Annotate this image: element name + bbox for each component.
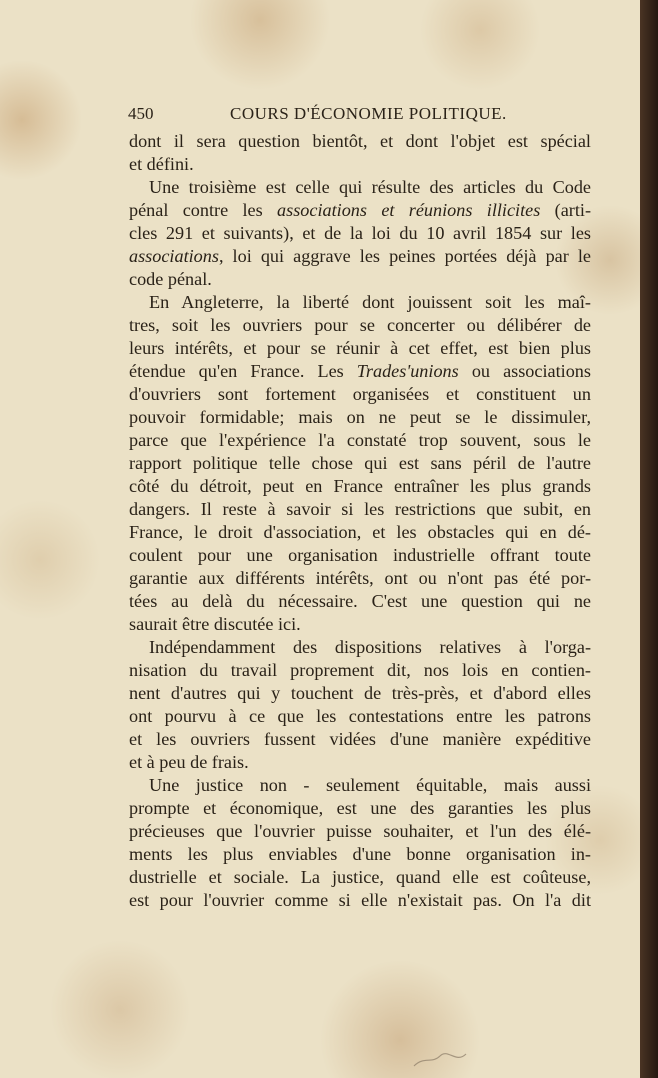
page-number: 450 <box>128 104 154 123</box>
body-text <box>129 130 591 912</box>
text-line: nent d'autres qui y touchent de très-près, et d'abord elles <box>129 683 591 703</box>
text-line: rapport politique telle chose qui est sans péril de l'autre <box>129 453 591 473</box>
text-line: coulent pour une organisation industrielle offrant toute <box>129 545 591 565</box>
text-line: leurs intérêts, et pour se réunir à cet effet, est bien plus <box>129 338 591 358</box>
running-title: COURS D'ÉCONOMIE POLITIQUE. <box>230 104 507 123</box>
text-line: ont pourvu à ce que les contestations entre les patrons <box>129 706 591 726</box>
text-line: dustrielle et sociale. La justice, quand elle est coûteuse, <box>129 867 591 887</box>
text-line: nisation du travail proprement dit, nos lois en contien- <box>129 660 591 680</box>
text-line: prompte et économique, est une des garanties les plus <box>129 798 591 818</box>
text-line: Une justice non - seulement équitable, mais aussi <box>149 775 591 795</box>
text-line: associations, loi qui aggrave les peines portées déjà par le <box>129 246 591 266</box>
text-line: En Angleterre, la liberté dont jouissent soit les maî- <box>149 292 591 312</box>
text-line: ments les plus enviables d'une bonne organisation in- <box>129 844 591 864</box>
text-line: Une troisième est celle qui résulte des articles du Code <box>149 177 591 197</box>
page-header <box>128 104 592 128</box>
text-line: pouvoir formidable; mais on ne peut se le dissimuler, <box>129 407 591 427</box>
book-spine-edge <box>640 0 658 1078</box>
text-line: est pour l'ouvrier comme si elle n'existait pas. On l'a dit <box>129 890 591 910</box>
text-line: et à peu de frais. <box>129 752 249 772</box>
text-line: garantie aux différents intérêts, ont ou n'ont pas été por- <box>129 568 591 588</box>
text-line: dangers. Il reste à savoir si les restrictions que subit, en <box>129 499 591 519</box>
text-line: code pénal. <box>129 269 212 289</box>
text-line: saurait être discutée ici. <box>129 614 301 634</box>
text-line: côté du détroit, peut en France entraîner les plus grands <box>129 476 591 496</box>
text-line: tres, soit les ouvriers pour se concerter ou délibérer de <box>129 315 591 335</box>
text-line: étendue qu'en France. Les Trades'unions ou associations <box>129 361 591 381</box>
pencil-mark <box>410 1050 470 1070</box>
text-line: dont il sera question bientôt, et dont l'objet est spécial <box>129 131 591 151</box>
text-line: précieuses que l'ouvrier puisse souhaiter, et l'un des élé- <box>129 821 591 841</box>
text-line: cles 291 et suivants), et de la loi du 10 avril 1854 sur les <box>129 223 591 243</box>
text-line: parce que l'expérience l'a constaté trop souvent, sous le <box>129 430 591 450</box>
text-line: France, le droit d'association, et les obstacles qui en dé- <box>129 522 591 542</box>
text-line: tées au delà du nécessaire. C'est une question qui ne <box>129 591 591 611</box>
text-line: et défini. <box>129 154 194 174</box>
text-line: pénal contre les associations et réunions illicites (arti- <box>129 200 591 220</box>
text-line: et les ouvriers fussent vidées d'une manière expéditive <box>129 729 591 749</box>
text-line: Indépendamment des dispositions relatives à l'orga- <box>149 637 591 657</box>
text-line: d'ouvriers sont fortement organisées et constituent un <box>129 384 591 404</box>
